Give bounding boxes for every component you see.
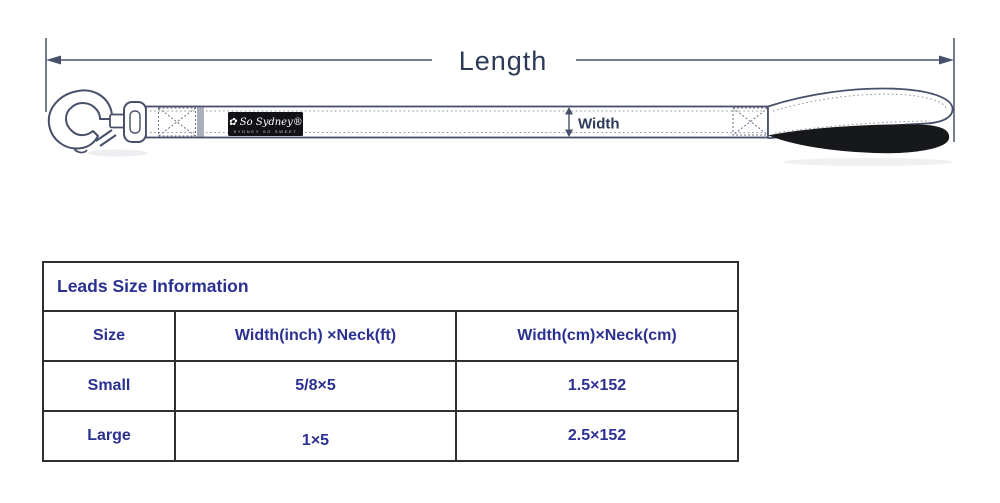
table-row-large	[43, 411, 738, 461]
table-title: Leads Size Information	[43, 262, 738, 311]
table-row-small	[43, 361, 738, 411]
table-title-row	[43, 262, 738, 311]
handle-ground-shadow	[783, 158, 953, 166]
leash-strap	[146, 107, 768, 138]
cell-inch: 5/8×5	[175, 361, 456, 411]
width-label: Width	[578, 115, 620, 133]
header-width-inch: Width(inch) ×Neck(ft)	[175, 311, 456, 361]
brand-subtext: SYDNEY SO SWEET	[233, 129, 298, 134]
cell-cm: 1.5×152	[456, 361, 738, 411]
strap-eye-slot	[130, 111, 140, 133]
brand-text: ✿ So Sydney®	[228, 117, 303, 128]
arrow-right-icon	[939, 56, 954, 65]
size-table	[42, 261, 739, 462]
hook-shadow	[88, 150, 148, 157]
handle-loop	[768, 89, 953, 166]
length-label: Length	[458, 46, 548, 76]
slide-band	[197, 108, 204, 137]
leash-diagram	[0, 0, 1000, 215]
hook-body	[49, 90, 112, 148]
cell-size: Large	[43, 411, 175, 461]
cell-size: Small	[43, 361, 175, 411]
cell-inch: 1×5	[175, 411, 456, 461]
arrow-left-icon	[46, 56, 61, 65]
header-width-cm: Width(cm)×Neck(cm)	[456, 311, 738, 361]
hook-gate	[96, 130, 116, 146]
cell-cm: 2.5×152	[456, 411, 738, 461]
snap-hook	[49, 90, 148, 156]
header-size: Size	[43, 311, 175, 361]
table-header-row	[43, 311, 738, 361]
brand-label	[228, 112, 303, 136]
